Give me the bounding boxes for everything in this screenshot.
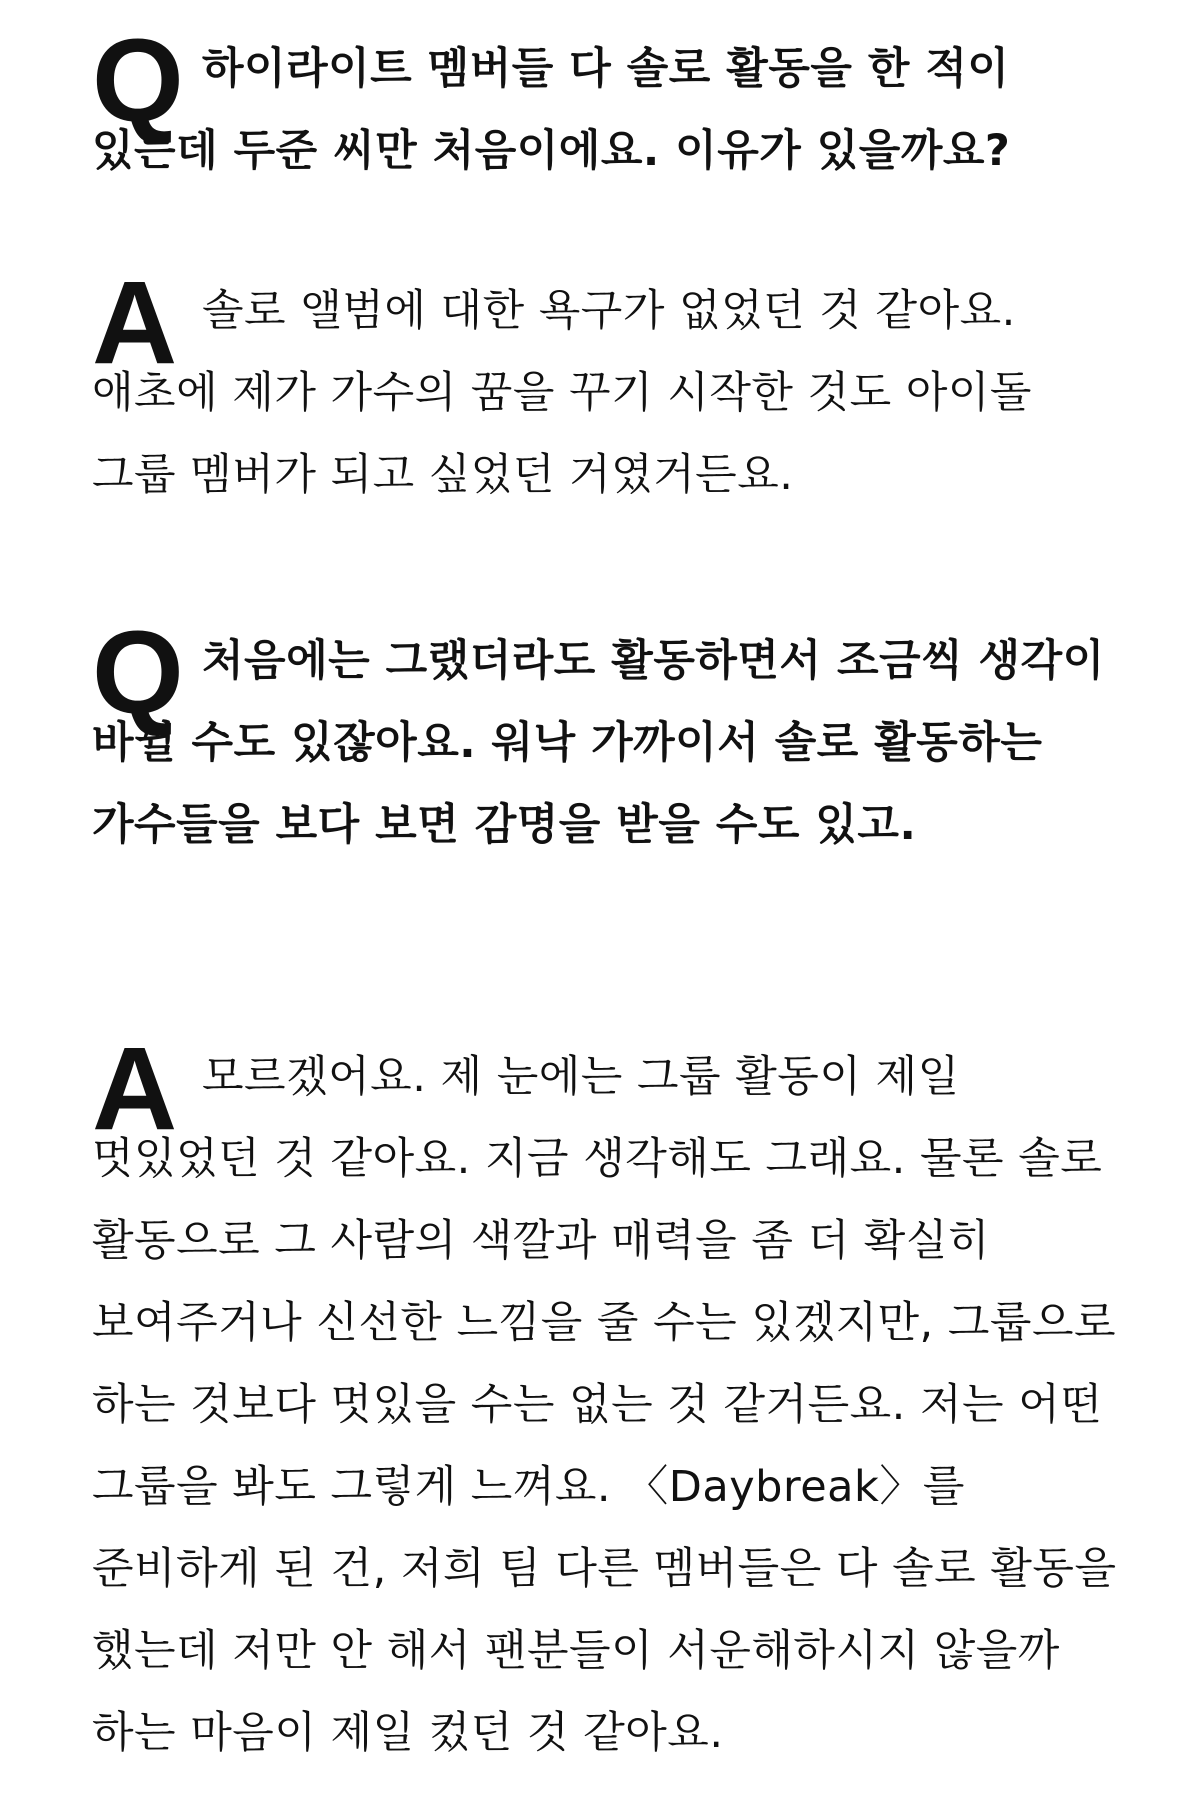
answer-block — [92, 1023, 1122, 1774]
answer-block — [92, 257, 1122, 516]
question-text: 하이라이트 멤버들 다 솔로 활동을 한 적이 있는데 두준 씨만 처음이에요. 이유가 있을까요? — [92, 44, 1011, 176]
answer-text: 솔로 앨범에 대한 욕구가 없었던 것 같아요. 애초에 제가 가수의 꿈을 꾸기 시작한 것도 아이돌 그룹 멤버가 되고 싶었던 거였거든요. — [92, 286, 1032, 500]
answer-text: 모르겠어요. 제 눈에는 그룹 활동이 제일 멋있었던 것 같아요. 지금 생각해도 그래요. 물론 솔로 활동으로 그 사람의 색깔과 매력을 좀 더 확실히 보여주거나 신선한 느낌을 줄 수는 있겠지만, 그룹으로 하는 것보다 멋있을 수는 없는 것 같거든요. 저는 어떤 그룹을 봐도 그렇게 느껴요. 〈Daybreak〉를 준비하게 된 건, 저희 팀 다른 멤버들은 다 솔로 활동을 했는데 저만 안 해서 팬분들이 서운해하시지 않을까 하는 마음이 제일 컸던 것 같아요. — [92, 1052, 1117, 1758]
question-marker: Q — [92, 15, 184, 147]
question-block — [92, 607, 1122, 866]
answer-marker: A — [92, 257, 178, 389]
answer-text-container — [92, 270, 1122, 516]
answer-text-container — [92, 1036, 1122, 1774]
answer-marker: A — [92, 1023, 178, 1155]
question-block — [92, 15, 1122, 192]
question-text: 처음에는 그랬더라도 활동하면서 조금씩 생각이 바뀔 수도 있잖아요. 워낙 가까이서 솔로 활동하는 가수들을 보다 보면 감명을 받을 수도 있고. — [92, 636, 1105, 850]
question-marker: Q — [92, 607, 184, 739]
question-text-container — [92, 28, 1122, 192]
question-text-container — [92, 620, 1122, 866]
